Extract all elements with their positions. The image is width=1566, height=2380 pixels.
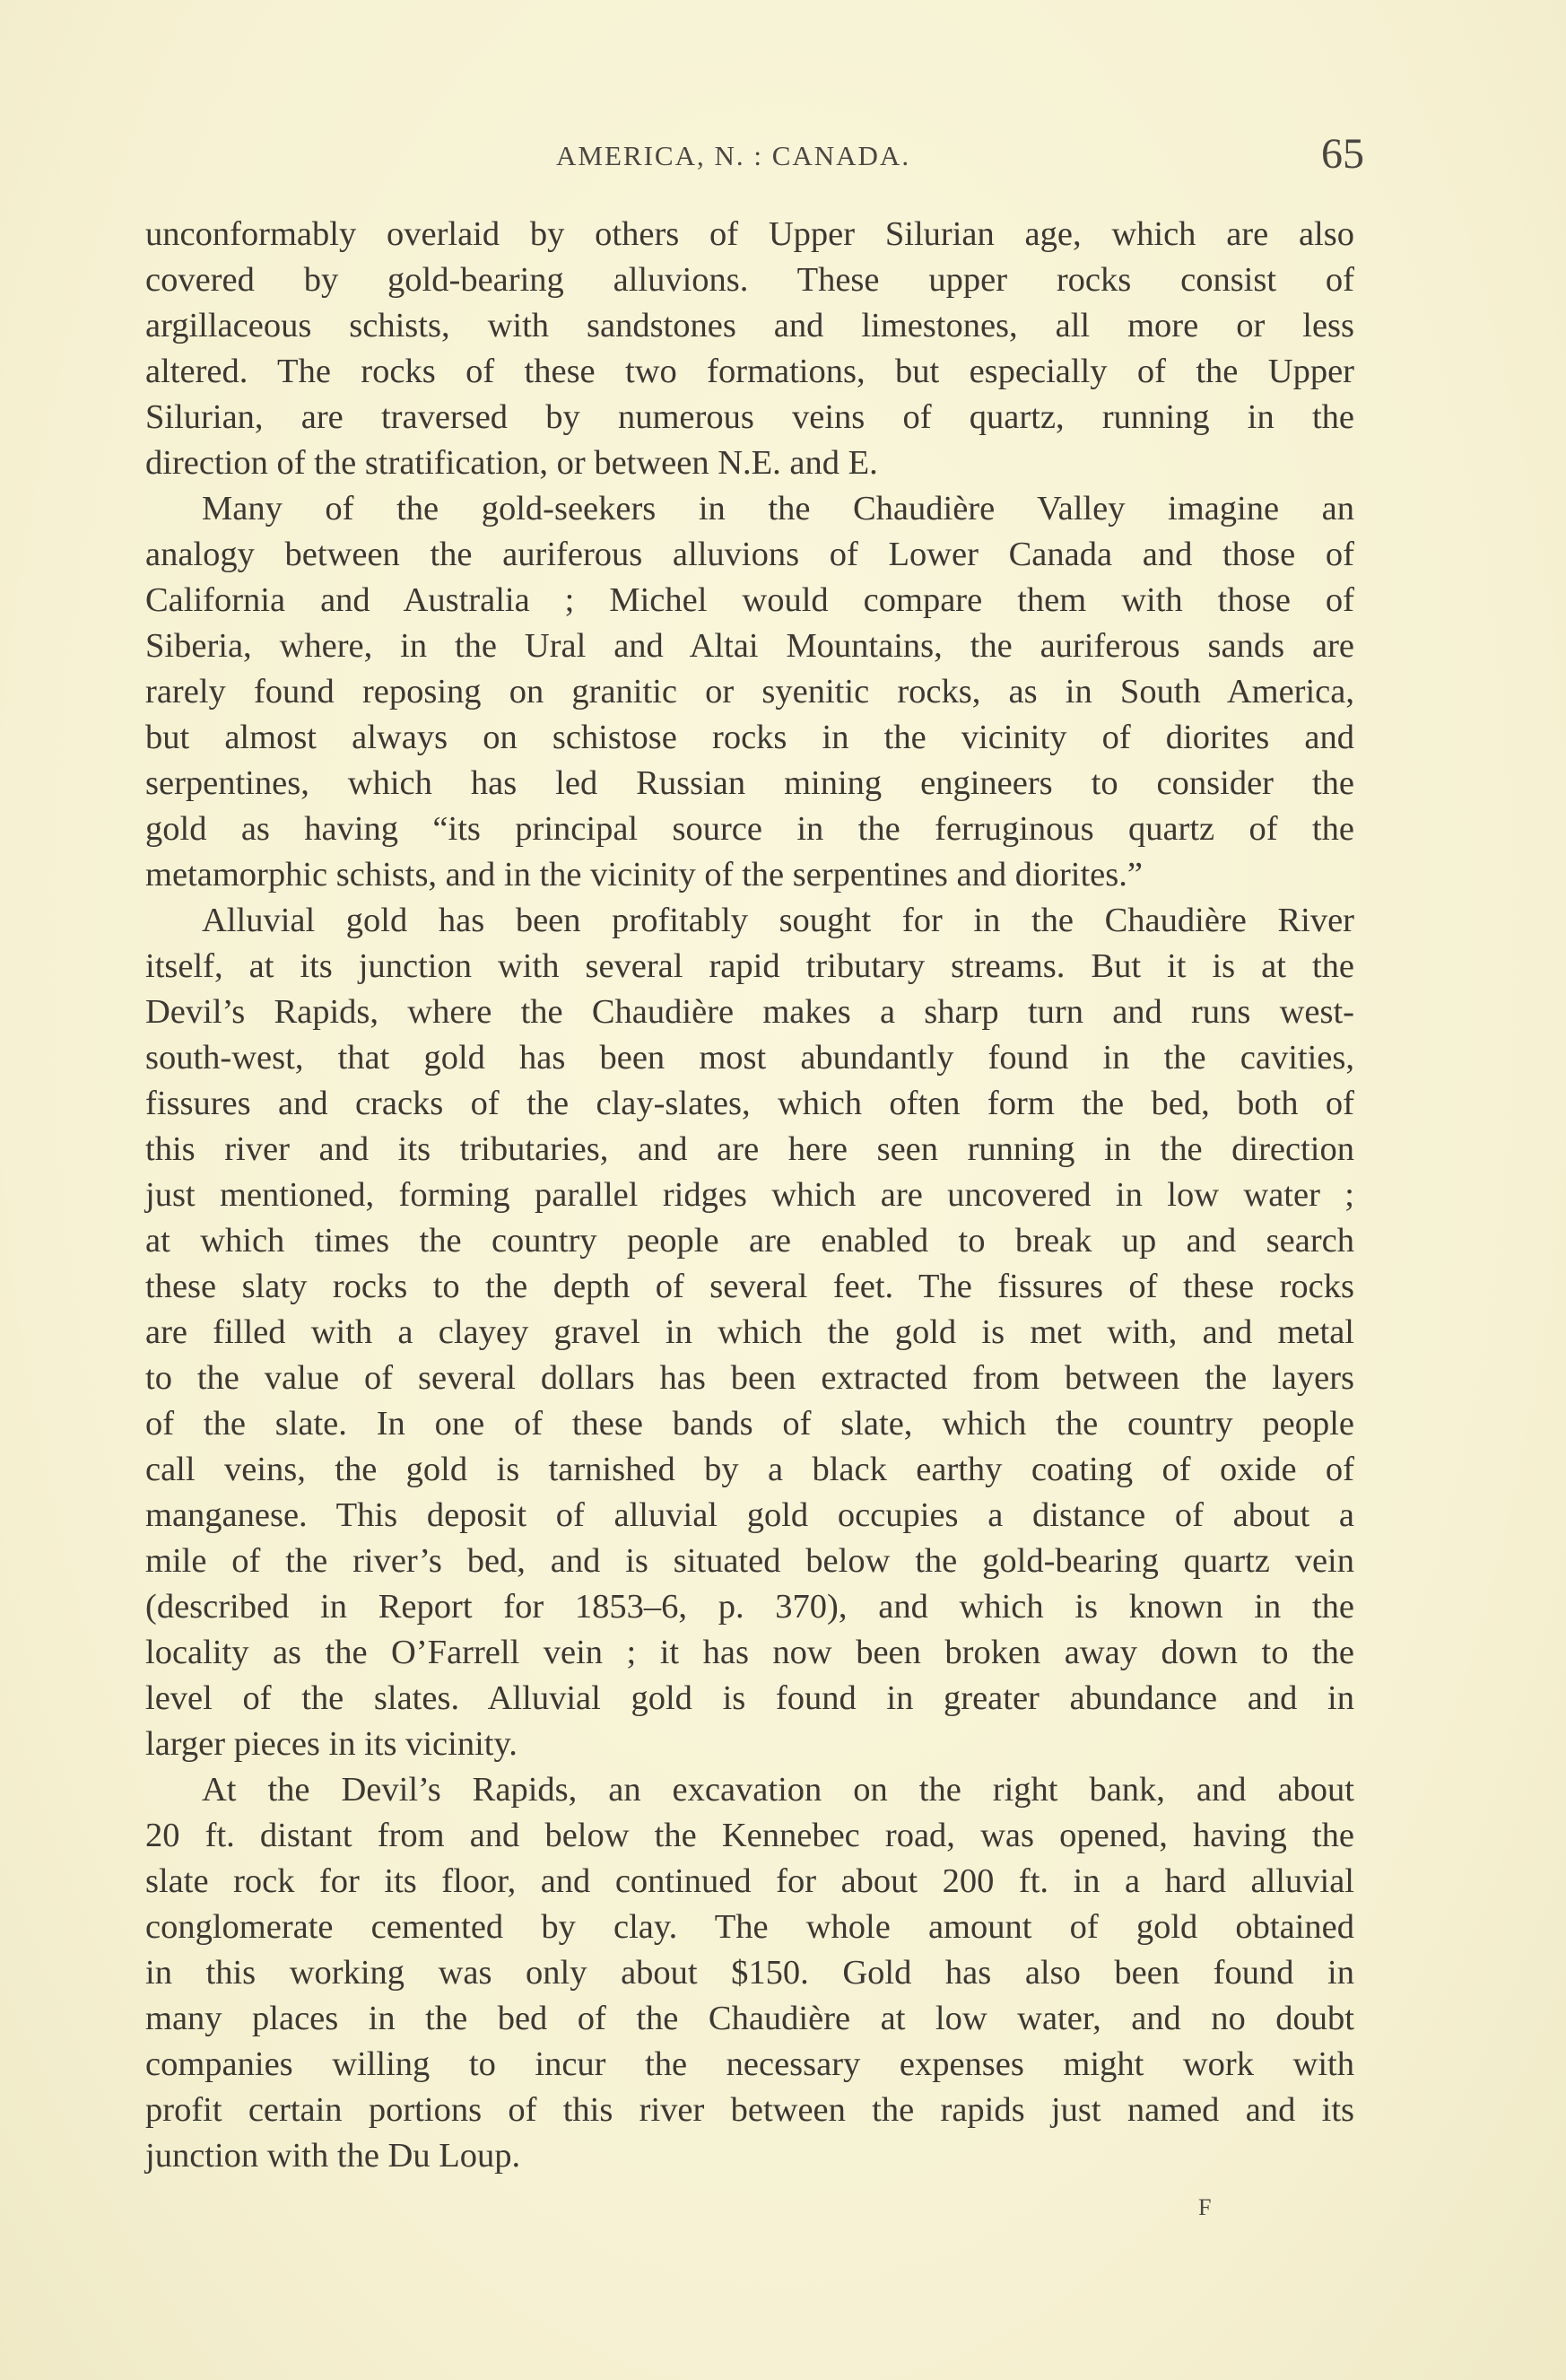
text-line: metamorphic schists, and in the vicinity of the serpentines and diorites.” [145, 856, 1143, 894]
text-line: altered. The rocks of these two formations, but especially of the Upper [145, 353, 1354, 390]
text-line: Many of the gold-seekers in the Chaudière Valley imagine an [202, 490, 1354, 527]
text-line: south-west, that gold has been most abundantly found in the cavities, [145, 1039, 1354, 1077]
text-line: (described in Report for 1853–6, p. 370), and which is known in the [145, 1588, 1354, 1626]
text-line: fissures and cracks of the clay-slates, which often form the bed, both of [145, 1085, 1354, 1122]
text-line: direction of the stratification, or between N.E. and E. [145, 444, 878, 482]
text-line: conglomerate cemented by clay. The whole amount of gold obtained [145, 1908, 1354, 1946]
text-line: at which times the country people are enabled to break up and search [145, 1222, 1354, 1260]
text-line: Siberia, where, in the Ural and Altai Mountains, the auriferous sands are [145, 627, 1354, 665]
text-line: itself, at its junction with several rapid tributary streams. But it is at the [145, 947, 1354, 985]
text-line: these slaty rocks to the depth of several feet. The fissures of these rocks [145, 1268, 1354, 1305]
running-title: AMERICA, N. : CANADA. [556, 140, 911, 171]
text-line: many places in the bed of the Chaudière at low water, and no doubt [145, 2000, 1354, 2037]
text-line: level of the slates. Alluvial gold is found in greater abundance and in [145, 1679, 1354, 1717]
text-line: Devil’s Rapids, where the Chaudière makes a sharp turn and runs west- [145, 993, 1354, 1031]
text-line: mile of the river’s bed, and is situated below the gold-bearing quartz vein [145, 1542, 1354, 1580]
text-line: At the Devil’s Rapids, an excavation on the right bank, and about [202, 1771, 1354, 1809]
text-line: California and Australia ; Michel would compare them with those of [145, 581, 1354, 619]
running-head [556, 130, 1364, 187]
text-line: locality as the O’Farrell vein ; it has now been broken away down to the [145, 1634, 1354, 1671]
text-line: gold as having “its principal source in the ferruginous quartz of the [145, 810, 1354, 848]
text-line: analogy between the auriferous alluvions of Lower Canada and those of [145, 536, 1354, 573]
text-line: covered by gold-bearing alluvions. These upper rocks consist of [145, 261, 1354, 299]
signature-mark: F [1198, 2194, 1212, 2220]
paragraph [145, 212, 1354, 486]
text-line: are filled with a clayey gravel in which the gold is met with, and metal [145, 1313, 1354, 1351]
text-line: serpentines, which has led Russian mining engineers to consider the [145, 764, 1354, 802]
text-line: Silurian, are traversed by numerous veins of quartz, running in the [145, 398, 1354, 436]
text-line: rarely found reposing on granitic or syenitic rocks, as in South America, [145, 673, 1354, 711]
text-line: but almost always on schistose rocks in the vicinity of diorites and [145, 719, 1354, 756]
text-line: just mentioned, forming parallel ridges which are uncovered in low water ; [145, 1176, 1354, 1214]
paragraph [145, 486, 1354, 898]
text-line: call veins, the gold is tarnished by a black earthy coating of oxide of [145, 1451, 1354, 1488]
text-line: to the value of several dollars has been extracted from between the layers [145, 1359, 1354, 1397]
text-line: in this working was only about $150. Gold has also been found in [145, 1954, 1354, 1992]
text-line: larger pieces in its vicinity. [145, 1725, 518, 1763]
paragraph [145, 898, 1354, 1767]
paragraph [145, 1767, 1354, 2179]
page-number: 65 [1321, 130, 1364, 178]
text-line: argillaceous schists, with sandstones and limestones, all more or less [145, 307, 1354, 344]
text-line: this river and its tributaries, and are here seen running in the direction [145, 1130, 1354, 1168]
text-line: profit certain portions of this river between the rapids just named and its [145, 2091, 1354, 2129]
text-line: of the slate. In one of these bands of slate, which the country people [145, 1405, 1354, 1443]
text-line: unconformably overlaid by others of Upper Silurian age, which are also [145, 215, 1354, 253]
text-line: slate rock for its floor, and continued for about 200 ft. in a hard alluvial [145, 1862, 1354, 1900]
body-text [145, 212, 1354, 2179]
text-line: companies willing to incur the necessary expenses might work with [145, 2045, 1354, 2083]
text-line: 20 ft. distant from and below the Kennebec road, was opened, having the [145, 1817, 1354, 1854]
text-line: junction with the Du Loup. [145, 2137, 521, 2175]
text-line: manganese. This deposit of alluvial gold occupies a distance of about a [145, 1496, 1354, 1534]
text-line: Alluvial gold has been profitably sought for in the Chaudière River [202, 902, 1354, 939]
